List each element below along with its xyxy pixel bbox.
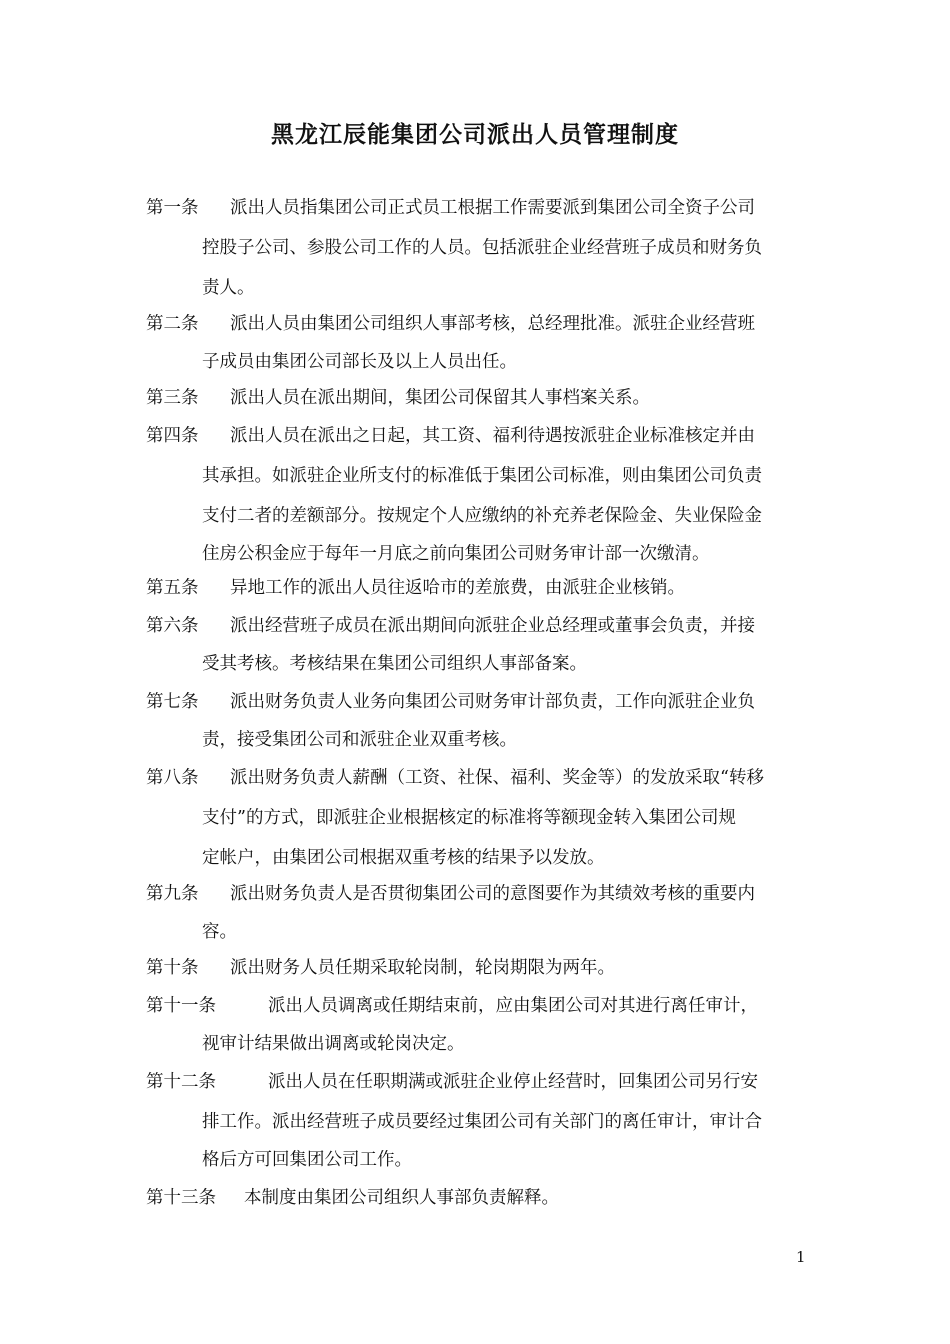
article-label: 第六条 — [146, 616, 199, 636]
article-label: 第十二条 — [146, 1072, 216, 1092]
article-label: 第七条 — [146, 692, 199, 712]
document-title: 黑龙江辰能集团公司派出人员管理制度 — [271, 122, 679, 148]
article-text-line: 格后方可回集团公司工作。 — [202, 1150, 412, 1170]
article-text-line: 派出人员由集团公司组织人事部考核，总经理批准。派驻企业经营班 — [230, 314, 755, 334]
article-text-line: 本制度由集团公司组织人事部负责解释。 — [244, 1188, 559, 1208]
article-label: 第五条 — [146, 578, 199, 598]
article-text-line: 排工作。派出经营班子成员要经过集团公司有关部门的离任审计，审计合 — [202, 1112, 762, 1132]
article-text-line: 派出财务负责人业务向集团公司财务审计部负责，工作向派驻企业负 — [230, 692, 755, 712]
article-text-line: 其承担。如派驻企业所支付的标准低于集团公司标准，则由集团公司负责 — [202, 466, 762, 486]
page-number: 1 — [796, 1248, 806, 1266]
article-label: 第四条 — [146, 426, 199, 446]
article-text-line: 责，接受集团公司和派驻企业双重考核。 — [202, 730, 517, 750]
article-text-line: 派出人员指集团公司正式员工根据工作需要派到集团公司全资子公司 — [230, 198, 755, 218]
article-text-line: 派出财务人员任期采取轮岗制，轮岗期限为两年。 — [230, 958, 615, 978]
article-text-line: 派出财务负责人是否贯彻集团公司的意图要作为其绩效考核的重要内 — [230, 884, 755, 904]
article-text-line: 责人。 — [202, 278, 255, 298]
article-text-line: 住房公积金应于每年一月底之前向集团公司财务审计部一次缴清。 — [202, 544, 710, 564]
article-label: 第九条 — [146, 884, 199, 904]
article-text-line: 受其考核。考核结果在集团公司组织人事部备案。 — [202, 654, 587, 674]
article-text-line: 派出财务负责人薪酬（工资、社保、福利、奖金等）的发放采取“转移 — [230, 768, 764, 788]
article-text-line: 派出人员在任职期满或派驻企业停止经营时，回集团公司另行安 — [268, 1072, 758, 1092]
article-label: 第一条 — [146, 198, 199, 218]
article-label: 第十三条 — [146, 1188, 216, 1208]
article-text-line: 支付二者的差额部分。按规定个人应缴纳的补充养老保险金、失业保险金 — [202, 506, 762, 526]
article-label: 第十一条 — [146, 996, 216, 1016]
article-text-line: 异地工作的派出人员往返哈市的差旅费，由派驻企业核销。 — [230, 578, 685, 598]
article-text-line: 定帐户，由集团公司根据双重考核的结果予以发放。 — [202, 848, 605, 868]
article-label: 第三条 — [146, 388, 199, 408]
article-label: 第二条 — [146, 314, 199, 334]
article-label: 第八条 — [146, 768, 199, 788]
article-text-line: 视审计结果做出调离或轮岗决定。 — [202, 1034, 465, 1054]
article-text-line: 派出经营班子成员在派出期间向派驻企业总经理或董事会负责，并接 — [230, 616, 755, 636]
article-text-line: 派出人员在派出之日起，其工资、福利待遇按派驻企业标准核定并由 — [230, 426, 755, 446]
article-text-line: 派出人员在派出期间，集团公司保留其人事档案关系。 — [230, 388, 650, 408]
article-text-line: 子成员由集团公司部长及以上人员出任。 — [202, 352, 517, 372]
article-text-line: 控股子公司、参股公司工作的人员。包括派驻企业经营班子成员和财务负 — [202, 238, 762, 258]
article-text-line: 派出人员调离或任期结束前，应由集团公司对其进行离任审计， — [268, 996, 758, 1016]
article-label: 第十条 — [146, 958, 199, 978]
article-text-line: 支付”的方式，即派驻企业根据核定的标准将等额现金转入集团公司规 — [202, 808, 736, 828]
article-text-line: 容。 — [202, 922, 237, 942]
